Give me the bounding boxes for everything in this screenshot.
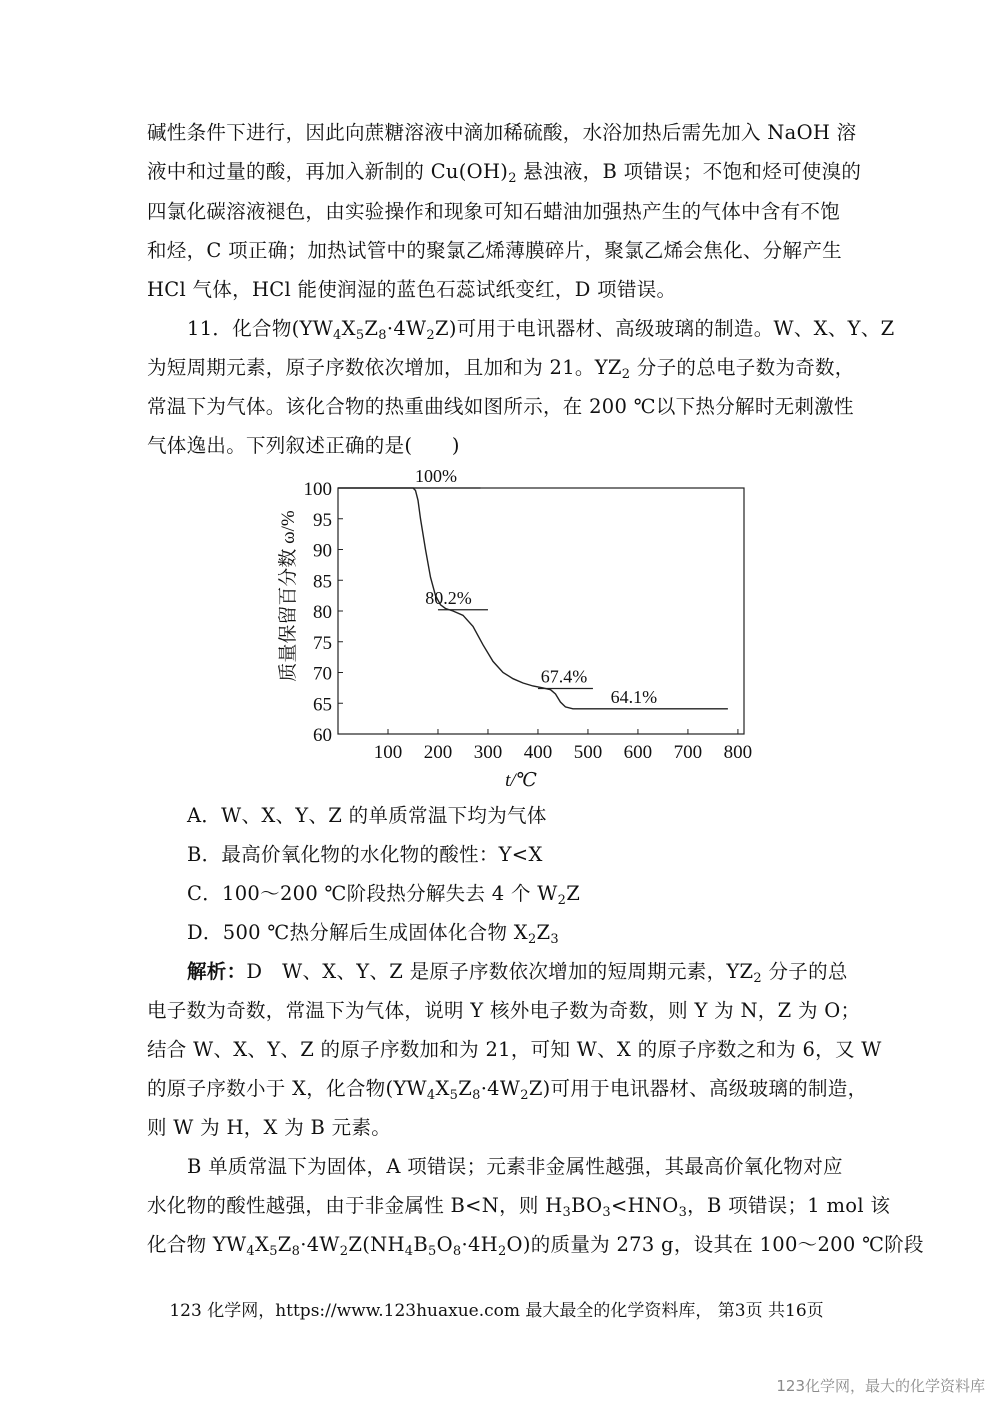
subscript: 2: [426, 328, 435, 343]
subscript: 3: [602, 1205, 611, 1220]
x-tick-label: 600: [623, 742, 653, 763]
analysis-line: 则 W 为 H，X 为 B 元素。: [147, 1116, 392, 1139]
option-d: [187, 920, 559, 953]
text-run: Z: [458, 1077, 473, 1100]
subscript: 5: [428, 1244, 437, 1259]
text-run: D．500 ℃热分解后生成固体化合物 X: [187, 921, 528, 944]
text-run: <HNO: [610, 1194, 679, 1217]
option-c: [187, 881, 580, 914]
analysis-label: 解析：: [187, 960, 247, 983]
subscript: 2: [621, 367, 631, 382]
data-label: 100%: [414, 466, 457, 486]
text-run: 分子的总: [762, 960, 848, 983]
subscript: 8: [452, 1244, 462, 1259]
text-run: 液中和过量的酸，再加入新制的 Cu(OH): [147, 160, 509, 183]
thermogravimetric-chart: [262, 466, 782, 798]
y-tick-label: 60: [313, 725, 332, 746]
text-run: 分子的总电子数为奇数，: [630, 356, 855, 379]
page-footer: 123 化学网，https://www.123huaxue.com 最大最全的化学资料库， 第3页 共16页: [169, 1301, 824, 1321]
question-line: [187, 316, 894, 349]
data-label: 64.1%: [610, 686, 658, 707]
paragraph-line: [147, 159, 861, 192]
site-watermark: 123化学网，最大的化学资料库: [776, 1377, 985, 1395]
y-tick-label: 85: [313, 571, 332, 593]
subscript: 3: [562, 1205, 572, 1220]
plot-frame: [338, 488, 744, 734]
subscript: 5: [449, 1088, 459, 1103]
option-a: A．W、X、Y、Z 的单质常温下均为气体: [187, 804, 547, 827]
paragraph-line: 碱性条件下进行，因此向蔗糖溶液中滴加稀硫酸，水浴加热后需先加入 NaOH 溶: [147, 121, 857, 144]
analysis-line: [187, 959, 848, 992]
paragraph-line: 四氯化碳溶液褪色，由实验操作和现象可知石蜡油加强热产生的气体中含有不饱: [147, 200, 841, 223]
text-run: 化合物 YW: [147, 1233, 247, 1256]
subscript: 2: [339, 1244, 349, 1259]
option-b: B．最高价氧化物的水化物的酸性：Y<X: [187, 843, 543, 866]
y-tick-label: 70: [313, 663, 332, 685]
x-tick-label: 700: [673, 742, 703, 763]
text-run: X: [341, 317, 356, 340]
subscript: 5: [269, 1244, 278, 1259]
subscript: 2: [557, 893, 567, 908]
subscript: 4: [246, 1244, 255, 1259]
data-label: 67.4%: [540, 666, 588, 687]
text-run: C．100～200 ℃阶段热分解失去 4 个 W: [187, 882, 558, 905]
analysis-line: B 单质常温下为固体，A 项错误；元素非金属性越强，其最高价氧化物对应: [187, 1155, 843, 1178]
text-run: Z: [566, 882, 581, 905]
analysis-line: [147, 1076, 867, 1109]
subscript: 2: [508, 171, 517, 186]
data-label: 80.2%: [425, 587, 472, 608]
subscript: 4: [333, 328, 342, 343]
x-tick-label: 300: [473, 742, 503, 763]
question-line: 气体逸出。下列叙述正确的是( ): [147, 434, 460, 457]
text-run: X: [435, 1077, 450, 1100]
text-run: 为短周期元素，原子序数依次增加，且加和为 21。YZ: [147, 356, 622, 379]
subscript: 2: [497, 1244, 507, 1259]
subscript: 8: [378, 328, 387, 343]
analysis-line: [147, 1193, 890, 1226]
y-tick-label: 65: [313, 694, 332, 716]
subscript: 5: [355, 328, 365, 343]
subscript: 3: [550, 932, 559, 947]
analysis-line: [147, 1232, 924, 1265]
text-run: D W、X、Y、Z 是原子序数依次增加的短周期元素，YZ: [246, 960, 754, 983]
text-run: ·4W: [386, 317, 427, 340]
tg-curve: [338, 488, 728, 709]
text-run: 的原子序数小于 X，化合物(YW: [147, 1077, 427, 1100]
subscript: 3: [678, 1205, 688, 1220]
text-run: 水化物的酸性越强，由于非金属性 B<N，则 H: [147, 1194, 563, 1217]
paragraph-line: HCl 气体，HCl 能使润湿的蓝色石蕊试纸变红，D 项错误。: [147, 278, 677, 301]
subscript: 4: [426, 1088, 436, 1103]
subscript: 2: [520, 1088, 529, 1103]
y-tick-label: 80: [313, 602, 332, 623]
text-run: Z(NH: [348, 1233, 405, 1256]
text-run: B: [413, 1233, 428, 1256]
text-run: O: [436, 1233, 453, 1256]
paragraph-line: 和烃，C 项正确；加热试管中的聚氯乙烯薄膜碎片，聚氯乙烯会焦化、分解产生: [147, 239, 842, 262]
x-tick-label: 400: [523, 742, 553, 763]
text-run: ·4W: [300, 1233, 340, 1256]
text-run: ·4H: [461, 1233, 498, 1256]
text-run: Z: [536, 921, 551, 944]
x-tick-label: 800: [723, 742, 753, 763]
x-tick-label: 100: [373, 742, 403, 763]
text-run: Z: [277, 1233, 292, 1256]
text-run: Z)可用于电讯器材、高级玻璃的制造。W、X、Y、Z: [434, 317, 895, 340]
y-axis-label: 质量保留百分数 ω/%: [278, 510, 299, 682]
subscript: 2: [753, 971, 762, 986]
text-run: Z)可用于电讯器材、高级玻璃的制造，: [528, 1077, 868, 1100]
y-tick-label: 95: [313, 509, 332, 531]
text-run: ·4W: [480, 1077, 521, 1100]
analysis-line: 结合 W、X、Y、Z 的原子序数加和为 21，可知 W、X 的原子序数之和为 6，又 W: [147, 1038, 882, 1061]
y-tick-label: 90: [313, 540, 332, 562]
text-run: 11．化合物(YW: [187, 317, 334, 340]
text-run: O)的质量为 273 g，设其在 100～200 ℃阶段: [506, 1233, 924, 1256]
question-line: [147, 355, 855, 388]
x-tick-label: 500: [573, 742, 603, 763]
text-run: Z: [364, 317, 379, 340]
text-run: BO: [571, 1194, 603, 1217]
analysis-line: 电子数为奇数，常温下为气体，说明 Y 核外电子数为奇数，则 Y 为 N，Z 为 O；: [147, 999, 861, 1022]
x-tick-label: 200: [423, 742, 453, 763]
subscript: 8: [472, 1088, 481, 1103]
subscript: 4: [404, 1244, 414, 1259]
subscript: 8: [291, 1244, 301, 1259]
subscript: 2: [527, 932, 537, 947]
y-tick-label: 75: [313, 632, 332, 654]
text-run: X: [255, 1233, 270, 1256]
x-axis-label: t/℃: [505, 770, 537, 791]
text-run: 悬浊液，B 项错误；不饱和烃可使溴的: [516, 160, 862, 183]
text-run: ，B 项错误；1 mol 该: [687, 1194, 891, 1217]
question-line: 常温下为气体。该化合物的热重曲线如图所示，在 200 ℃以下热分解时无刺激性: [147, 395, 854, 418]
y-tick-label: 100: [303, 479, 332, 500]
